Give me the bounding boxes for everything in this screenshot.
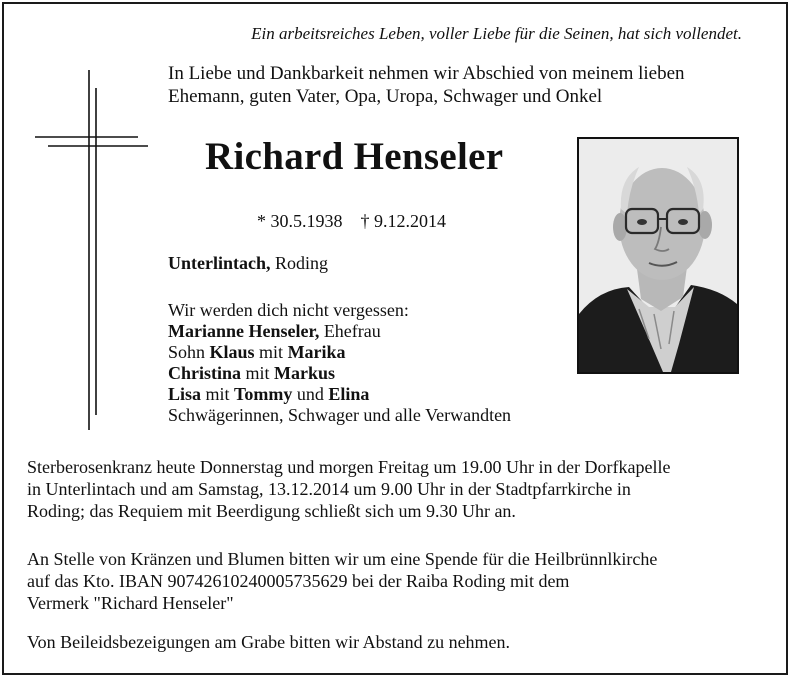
mourner-name: Elina	[328, 384, 370, 404]
mourner-text: mit	[241, 363, 275, 383]
mourner-name: Tommy	[234, 384, 293, 404]
intro-line-2: Ehemann, guten Vater, Opa, Uropa, Schwager und Onkel	[168, 86, 603, 107]
mourner-line	[168, 363, 511, 384]
residence	[168, 253, 328, 274]
mourner-text: und	[292, 384, 329, 404]
mourner-name: Klaus	[209, 342, 255, 362]
mourner-name: Lisa	[168, 384, 202, 404]
intro-line-1: In Liebe und Dankbarkeit nehmen wir Abschied von meinem lieben	[168, 63, 685, 84]
intro-text	[168, 62, 685, 108]
paragraph-line: An Stelle von Kränzen und Blumen bitten wir um eine Spende für die Heilbrünnlkirche	[27, 549, 658, 569]
condolence-paragraph: Von Beileidsbezeigungen am Grabe bitten wir Abstand zu nehmen.	[27, 632, 511, 652]
residence-village: Unterlintach,	[168, 253, 271, 273]
motto-text: Ein arbeitsreiches Leben, voller Liebe für die Seinen, hat sich vollendet.	[251, 24, 742, 43]
mourner-name: Marika	[287, 342, 346, 362]
paragraph-line: Sterberosenkranz heute Donnerstag und morgen Freitag um 19.00 Uhr in der Dorfkapelle	[27, 457, 671, 477]
mourner-line: Schwägerinnen, Schwager und alle Verwandten	[168, 405, 512, 425]
paragraph-line: Vermerk "Richard Henseler"	[27, 593, 234, 613]
mourner-text: mit	[201, 384, 235, 404]
paragraph-line: Roding; das Requiem mit Beerdigung schließt sich um 9.30 Uhr an.	[27, 501, 516, 521]
mourner-line	[168, 384, 511, 405]
mourner-name: Marianne Henseler,	[168, 321, 320, 341]
portrait-photo	[577, 137, 739, 374]
paragraph-line: auf das Kto. IBAN 90742610240005735629 bei der Raiba Roding mit dem	[27, 571, 570, 591]
mourner-text: mit	[254, 342, 288, 362]
portrait-illustration	[579, 139, 737, 372]
donation-paragraph	[27, 548, 657, 614]
rosary-paragraph	[27, 456, 670, 522]
mourner-name: Markus	[274, 363, 336, 383]
life-dates	[257, 211, 446, 232]
mourner-line	[168, 321, 511, 342]
cross-icon	[30, 70, 150, 430]
mourners-heading: Wir werden dich nicht vergessen:	[168, 300, 409, 320]
mourner-text: Sohn	[168, 342, 210, 362]
deceased-name: Richard Henseler	[205, 135, 504, 178]
mourner-text: Ehefrau	[319, 321, 381, 341]
residence-town: Roding	[270, 253, 329, 273]
mourners-list	[168, 300, 511, 426]
paragraph-line: in Unterlintach und am Samstag, 13.12.2014 um 9.00 Uhr in der Stadtpfarrkirche in	[27, 479, 631, 499]
birth-date: * 30.5.1938	[257, 211, 343, 231]
death-date: † 9.12.2014	[360, 211, 446, 231]
mourner-name: Christina	[168, 363, 242, 383]
mourner-line	[168, 342, 511, 363]
